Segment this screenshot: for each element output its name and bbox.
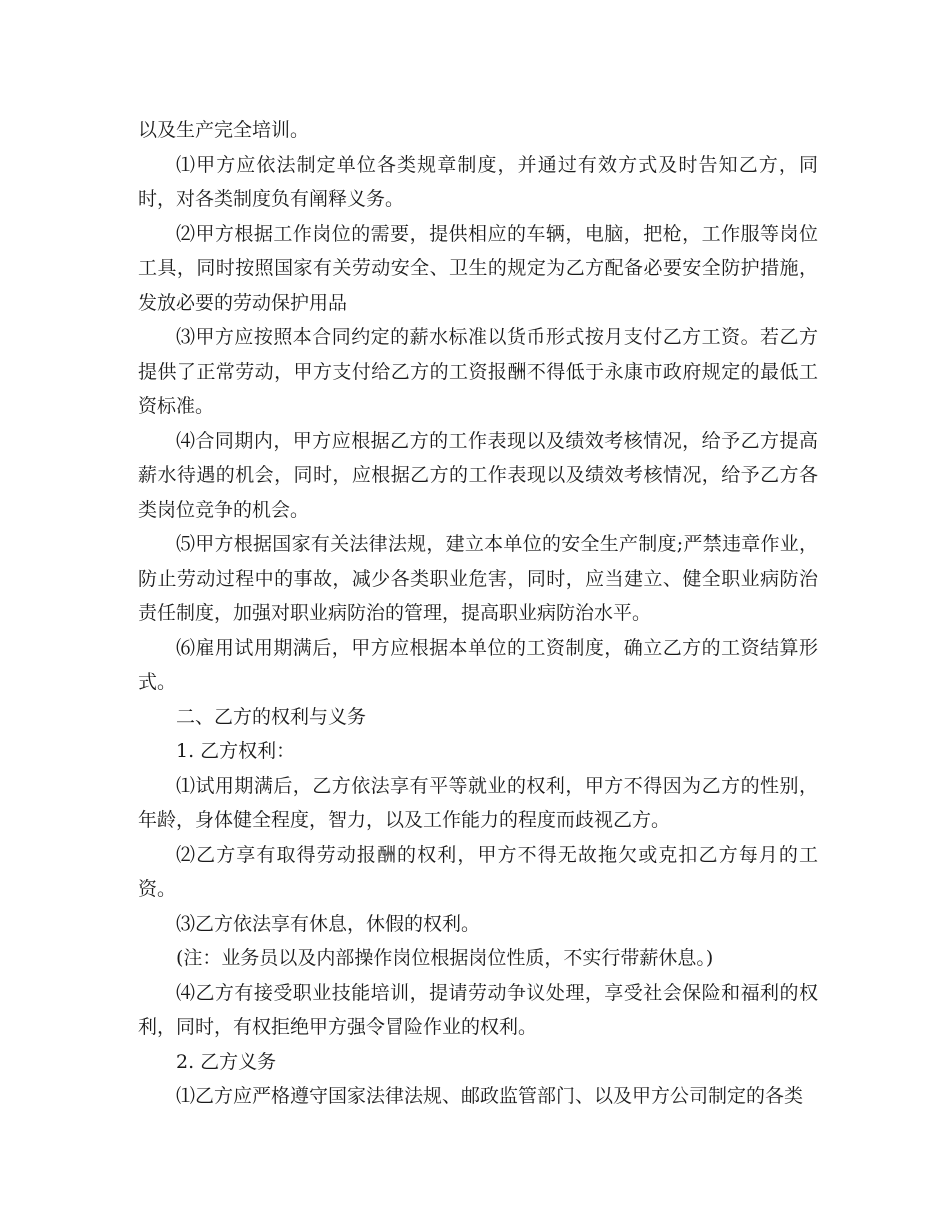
paragraph-party-a-4: ⑷合同期内，甲方应根据乙方的工作表现以及绩效考核情况，给予乙方提高薪水待遇的机会，同时，应根据乙方的工作表现以及绩效考核情况，给予乙方各类岗位竞争的机会。 <box>138 429 818 521</box>
paragraph-party-b-right-4: ⑷乙方有接受职业技能培训，提请劳动争议处理，享受社会保险和福利的权利，同时，有权拒绝甲方强令冒险作业的权利。 <box>138 981 818 1038</box>
paragraph-party-b-right-2: ⑵乙方享有取得劳动报酬的权利，甲方不得无故拖欠或克扣乙方每月的工资。 <box>138 843 818 900</box>
subheading-party-b-obligations: 2. 乙方义务 <box>176 1050 277 1073</box>
paragraph-party-b-right-3: ⑶乙方依法享有休息，休假的权利。 <box>176 912 481 935</box>
paragraph-party-a-3: ⑶甲方应按照本合同约定的薪水标准以货币形式按月支付乙方工资。若乙方提供了正常劳动，甲方支付给乙方的工资报酬不得低于永康市政府规定的最低工资标准。 <box>138 326 818 417</box>
paragraph-party-a-6: ⑹雇用试用期满后，甲方应根据本单位的工资制度，确立乙方的工资结算形式。 <box>138 636 818 693</box>
paragraph-training-line: 以及生产完全培训。 <box>138 119 310 141</box>
section-heading-party-b: 二、乙方的权利与义务 <box>176 705 367 728</box>
paragraph-party-a-1: ⑴甲方应依法制定单位各类规章制度，并通过有效方式及时告知乙方，同时，对各类制度负有阐释义务。 <box>138 153 818 210</box>
paragraph-party-a-5: ⑸甲方根据国家有关法律法规，建立本单位的安全生产制度;严禁违章作业，防止劳动过程中的事故，减少各类职业危害，同时，应当建立、健全职业病防治责任制度，加强对职业病防治的管理，提高职业病防治水平。 <box>138 533 818 624</box>
paragraph-party-b-obligation-1: ⑴乙方应严格遵守国家法律法规、邮政监管部门、以及甲方公司制定的各类 <box>176 1085 804 1107</box>
document-body <box>138 113 818 1114</box>
paragraph-party-a-2: ⑵甲方根据工作岗位的需要，提供相应的车辆，电脑，把枪，工作服等岗位工具，同时按照国家有关劳动安全、卫生的规定为乙方配备必要安全防护措施，发放必要的劳动保护用品 <box>138 222 818 314</box>
subheading-party-b-rights: 1. 乙方权利： <box>176 740 296 762</box>
paragraph-note: (注：业务员以及内部操作岗位根据岗位性质，不实行带薪休息。) <box>176 947 714 969</box>
paragraph-party-b-right-1: ⑴试用期满后，乙方依法享有平等就业的权利，甲方不得因为乙方的性别，年龄，身体健全程度，智力，以及工作能力的程度而歧视乙方。 <box>138 774 818 831</box>
